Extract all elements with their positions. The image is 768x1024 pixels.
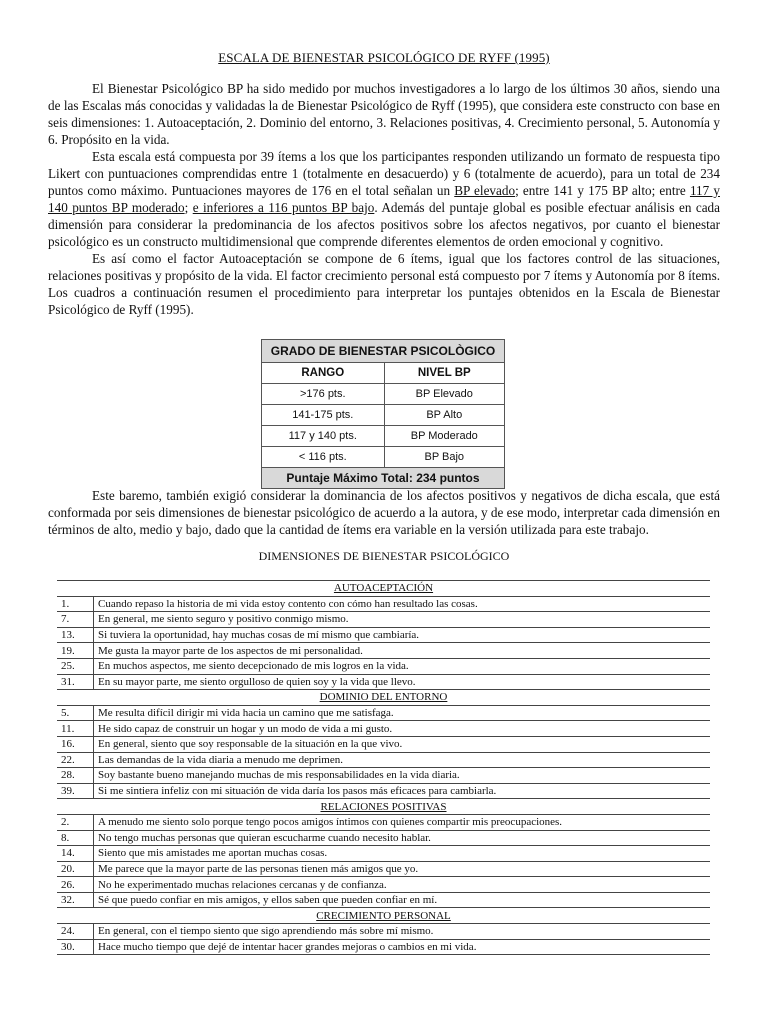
item-number: 8. [57,830,94,846]
item-text: Me gusta la mayor parte de los aspectos de mi personalidad. [94,643,711,659]
baremo-paragraph: Este baremo, también exigió considerar la dominancia de los afectos positivos y negativos de dicha escala, que está conformada por seis dimensiones de bienestar psicológico de acuerdo a la autora, y de ese modo, interpretar cada dimensión en términos de alto, medio y bajo, dado que la cantidad de ítems era variable en la versión utilizada para este trabajo. [48,488,720,537]
item-text: En general, siento que soy responsable de la situación en la que vivo. [94,736,711,752]
item-text: He sido capaz de construir un hogar y un modo de vida a mi gusto. [94,721,711,737]
page-title: ESCALA DE BIENESTAR PSICOLÓGICO DE RYFF (1995) [218,50,550,65]
item-text: Me parece que la mayor parte de las personas tienen más amigos que yo. [94,861,711,877]
table-row [57,721,710,737]
item-text: Soy bastante bueno manejando muchas de mis responsabilidades en la vida diaria. [94,768,711,784]
item-number: 24. [57,924,94,940]
item-number: 2. [57,814,94,830]
item-number: 22. [57,752,94,768]
intro-paragraph-1: El Bienestar Psicológico BP ha sido medido por muchos investigadores a lo largo de los últimos 30 años, siendo una de las Escalas más conocidas y validadas la de Bienestar Psicológico de Ryff (1995), que considera este constructo con base en seis dimensiones: 1. Autoaceptación, 2. Dominio del entorno, 3. Relaciones positivas, 4. Crecimiento personal, 5. Autonomía y 6. Propósito en la vida. [48,81,720,147]
section-header-row [57,908,710,924]
item-text: Cuando repaso la historia de mi vida estoy contento con cómo han resultado las cosas. [94,596,711,612]
underlined-text: BP elevado [454,183,516,198]
item-text: Hace mucho tiempo que dejé de intentar hacer grandes mejoras o cambios en mi vida. [94,939,711,955]
item-text: Si tuviera la oportunidad, hay muchas cosas de mí mismo que cambiaría. [94,627,711,643]
table-row [57,830,710,846]
range-cell: 117 y 140 pts. [262,426,385,447]
item-number: 16. [57,736,94,752]
range-cell: >176 pts. [262,384,385,405]
item-number: 31. [57,674,94,690]
underlined-text: e inferiores a 116 puntos BP bajo [192,200,375,215]
table-row [57,768,710,784]
table-row [57,892,710,908]
item-text: Me resulta difícil dirigir mi vida hacia un camino que me satisfaga. [94,705,711,721]
table-row [262,384,505,405]
item-number: 19. [57,643,94,659]
range-cell: 141-175 pts. [262,405,385,426]
text-span: ; entre 141 y 175 BP alto; entre [515,183,690,198]
item-number: 13. [57,627,94,643]
table-row [57,846,710,862]
table-row [57,752,710,768]
item-number: 28. [57,768,94,784]
table-row [57,643,710,659]
item-text: En su mayor parte, me siento orgulloso de quien soy y la vida que llevo. [94,674,711,690]
table-row [57,924,710,940]
grade-table-footer: Puntaje Máximo Total: 234 puntos [262,468,505,489]
table-row [57,736,710,752]
item-number: 11. [57,721,94,737]
level-cell: BP Moderado [384,426,504,447]
text-span: . Además del puntaje global es posible efectuar análisis en cada dimensión para considerar la predominancia de los afectos positivos sobre los afectos negativos, por cuanto el bienestar psicológico es un constructo multidimensional que comprende diferentes elementos de orden emocional y cognitivo. [48,200,720,249]
table-row [262,426,505,447]
table-row [57,596,710,612]
intro-text [48,80,720,318]
table-row [57,861,710,877]
section-title: DOMINIO DEL ENTORNO [57,690,710,706]
item-number: 1. [57,596,94,612]
dimensions-table [57,580,710,955]
intro-paragraph-2 [48,148,720,250]
table-row [57,877,710,893]
item-text: A menudo me siento solo porque tengo pocos amigos íntimos con quienes compartir mis preocupaciones. [94,814,711,830]
item-text: Las demandas de la vida diaria a menudo me deprimen. [94,752,711,768]
range-cell: < 116 pts. [262,447,385,468]
item-number: 39. [57,783,94,799]
level-cell: BP Alto [384,405,504,426]
item-number: 26. [57,877,94,893]
table-row [262,405,505,426]
level-cell: BP Elevado [384,384,504,405]
table-row [57,627,710,643]
item-number: 7. [57,612,94,628]
item-number: 30. [57,939,94,955]
section-header-row [57,690,710,706]
table-row [57,783,710,799]
range-column-header: RANGO [262,363,385,384]
intro-paragraph-3: Es así como el factor Autoaceptación se compone de 6 ítems, igual que los factores control de las situaciones, relaciones positivas y propósito de la vida. El factor crecimiento personal está compuesto por 7 ítems y Autonomía por 8 ítems. Los cuadros a continuación resumen el procedimiento para interpretar los puntajes obtenidos en la Escala de Bienestar Psicológico de Ryff (1995). [48,251,720,317]
table-row [57,674,710,690]
section-title: CRECIMIENTO PERSONAL [57,908,710,924]
table-row [262,447,505,468]
item-text: Siento que mis amistades me aportan muchas cosas. [94,846,711,862]
item-text: Sé que puedo confiar en mis amigos, y ellos saben que pueden confiar en mí. [94,892,711,908]
item-text: No he experimentado muchas relaciones cercanas y de confianza. [94,877,711,893]
baremo-text [48,487,720,538]
table-row [57,612,710,628]
text-span: Esta escala está compuesta por 39 ítems a los que los participantes responden utilizando un formato de respuesta tipo Likert con puntuaciones comprendidas entre 1 (totalmente en desacuerdo) y 6 (totalmente de acuerdo), para un total de 234 puntos como máximo. Puntuaciones mayores de 176 en el total señalan un [48,149,720,198]
table-row [57,814,710,830]
item-number: 14. [57,846,94,862]
item-number: 25. [57,658,94,674]
underlined-text: 117 y 140 puntos BP moderado [48,183,720,215]
item-text: En muchos aspectos, me siento decepcionado de mis logros en la vida. [94,658,711,674]
section-header-row [57,799,710,815]
item-text: No tengo muchas personas que quieran escucharme cuando necesito hablar. [94,830,711,846]
level-cell: BP Bajo [384,447,504,468]
section-header-row [57,581,710,597]
table-row [57,939,710,955]
dimensions-title: DIMENSIONES DE BIENESTAR PSICOLÓGICO [258,549,510,563]
table-row [57,658,710,674]
item-number: 5. [57,705,94,721]
text-span: ; [184,200,193,215]
grade-table [261,339,505,489]
item-text: En general, me siento seguro y positivo conmigo mismo. [94,612,711,628]
item-number: 20. [57,861,94,877]
level-column-header: NIVEL BP [384,363,504,384]
section-title: RELACIONES POSITIVAS [57,799,710,815]
item-number: 32. [57,892,94,908]
item-text: Si me sintiera infeliz con mi situación de vida daría los pasos más eficaces para cambiarla. [94,783,711,799]
section-title: AUTOACEPTACIÓN [57,581,710,597]
table-row [57,705,710,721]
grade-table-header: GRADO DE BIENESTAR PSICOLÒGICO [262,340,505,363]
item-text: En general, con el tiempo siento que sigo aprendiendo más sobre mí mismo. [94,924,711,940]
